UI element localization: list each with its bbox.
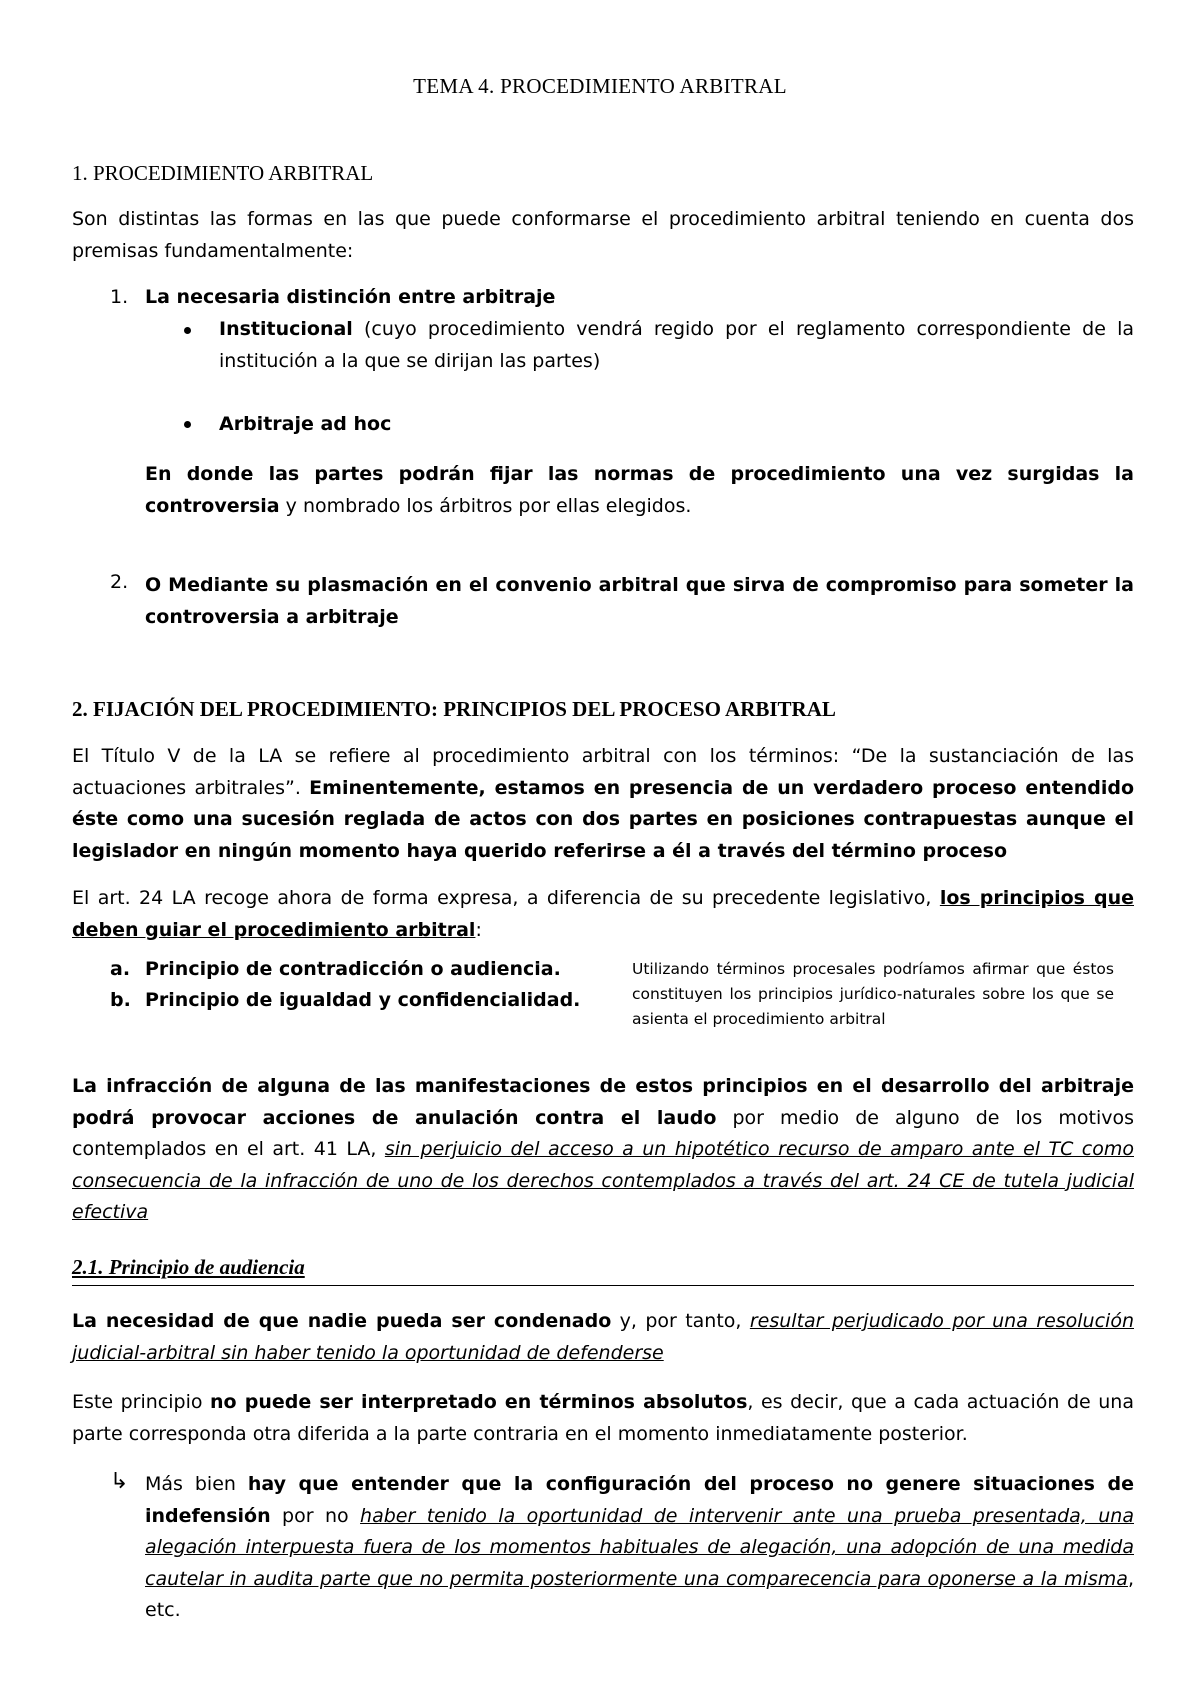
- s21-p3-italic-underlined: haber tenido la oportunidad de intervenir ante una prueba presentada, una alegación interpuesta fuera de los momentos habituales de alegación, una adopción de una medida cautelar in audita parte que no permita posteriormente una comparecencia para oponerse a la misma: [145, 1504, 1134, 1590]
- s21-p2-bold: no puede ser interpretado en términos absolutos: [210, 1391, 748, 1413]
- s21-p3-b: por no: [270, 1504, 361, 1527]
- s2-p3-bold: La infracción de alguna de las manifestaciones de estos principios en el desarrollo del arbitraje podrá provocar acciones de anulación contra el laudo: [72, 1075, 1134, 1129]
- bullet-institucional-text: (cuyo procedimiento vendrá regido por el reglamento correspondiente de la institución a la que se dirijan las partes): [219, 318, 1134, 372]
- s21-p1-bold: La necesidad de que nadie pueda ser condenado: [72, 1310, 612, 1332]
- item-1-label: La necesaria distinción entre arbitraje: [145, 286, 556, 308]
- principle-b-text: Principio de igualdad y confidencialidad.: [145, 989, 581, 1011]
- section-1-heading: 1. PROCEDIMIENTO ARBITRAL: [72, 161, 374, 185]
- s2-p2-principles-link: los principios que deben guiar el procedimiento arbitral: [72, 887, 1134, 941]
- principle-a-text: Principio de contradicción o audiencia.: [145, 958, 561, 980]
- s21-p1-italic-underlined: resultar perjudicado por una resolución judicial-arbitral sin haber tenido la oportunidad de defenderse: [72, 1310, 1134, 1364]
- adhoc-description-bold: En donde las partes podrán fijar las normas de procedimiento una vez surgidas la controversia: [145, 463, 1134, 517]
- principle-a-letter: a.: [110, 958, 131, 980]
- side-note: Utilizando términos procesales podríamos afirmar que éstos constituyen los principios jurídico-naturales sobre los que se asienta el procedimiento arbitral: [632, 960, 1114, 1028]
- arrow-icon: ↳: [110, 1469, 129, 1494]
- bullet-institucional-label: Institucional: [219, 318, 353, 340]
- adhoc-description: [145, 459, 1134, 522]
- section-2-1-rule: [72, 1285, 1134, 1286]
- s21-p3-a: Más bien: [145, 1473, 248, 1495]
- s21-p2-b: , es decir, que a cada actuación de una parte corresponda otra diferida a la parte contraria en el momento inmediatamente posterior.: [72, 1391, 1134, 1445]
- bullet-adhoc-label: Arbitraje ad hoc: [219, 413, 392, 435]
- s2-p2-end: :: [475, 918, 482, 941]
- bullet-institucional: [219, 314, 1134, 377]
- item-2-label: O Mediante su plasmación en el convenio arbitral que sirva de compromiso para someter la controversia a arbitraje: [145, 574, 1134, 628]
- section-2-paragraph-1: [72, 741, 1134, 867]
- s21-p3-bold: hay que entender que la configuración del proceso no genere situaciones de indefensión: [145, 1473, 1134, 1527]
- adhoc-description-rest: y nombrado los árbitros por ellas elegidos.: [279, 494, 692, 517]
- s2-p3-italic-underlined: sin perjuicio del acceso a un hipotético recurso de amparo ante el TC como consecuencia de la infracción de uno de los derechos contemplados a través del art. 24 CE de tutela judicial efectiva: [72, 1138, 1134, 1223]
- principle-b-letter: b.: [110, 989, 131, 1011]
- section-2-1-heading: 2.1. Principio de audiencia: [72, 1255, 305, 1279]
- s2-p1-bold: Eminentemente, estamos en presencia de un verdadero proceso entendido éste como una sucesión reglada de actos con dos partes en posiciones contrapuestas aunque el legislador en ningún momento haya querido referirse a él a través del término proceso: [72, 776, 1134, 862]
- s21-p3-end: , etc.: [145, 1567, 1134, 1621]
- section-2-1-paragraph-3: [145, 1469, 1134, 1627]
- item-2-number: 2.: [110, 571, 129, 593]
- bullet-dot-adhoc: [184, 421, 191, 428]
- document-title: TEMA 4. PROCEDIMIENTO ARBITRAL: [413, 74, 787, 98]
- bullet-dot-institucional: [184, 327, 191, 334]
- section-2-1-paragraph-1: [72, 1306, 1134, 1369]
- s2-p1-normal: El Título V de la LA se refiere al procedimiento arbitral con los términos: “De la sustanciación de las actuaciones arbitrales”.: [72, 745, 1134, 799]
- s21-p1-normal: y, por tanto,: [611, 1310, 750, 1332]
- section-2-paragraph-2: [72, 883, 1134, 946]
- section-2-1-paragraph-2: [72, 1387, 1134, 1450]
- s2-p2-normal: El art. 24 LA recoge ahora de forma expresa, a diferencia de su precedente legislativo,: [72, 887, 940, 909]
- section-2-paragraph-3: [72, 1071, 1134, 1229]
- item-1-number: 1.: [110, 286, 129, 308]
- section-2-heading: 2. FIJACIÓN DEL PROCEDIMIENTO: PRINCIPIOS DEL PROCESO ARBITRAL: [72, 697, 836, 721]
- s21-p2-a: Este principio: [72, 1391, 211, 1413]
- section-1-intro: Son distintas las formas en las que puede conformarse el procedimiento arbitral teniendo en cuenta dos premisas fundamentalmente:: [72, 208, 1134, 262]
- s2-p3-normal: por medio de alguno de los motivos contemplados en el art. 41 LA,: [72, 1106, 1134, 1160]
